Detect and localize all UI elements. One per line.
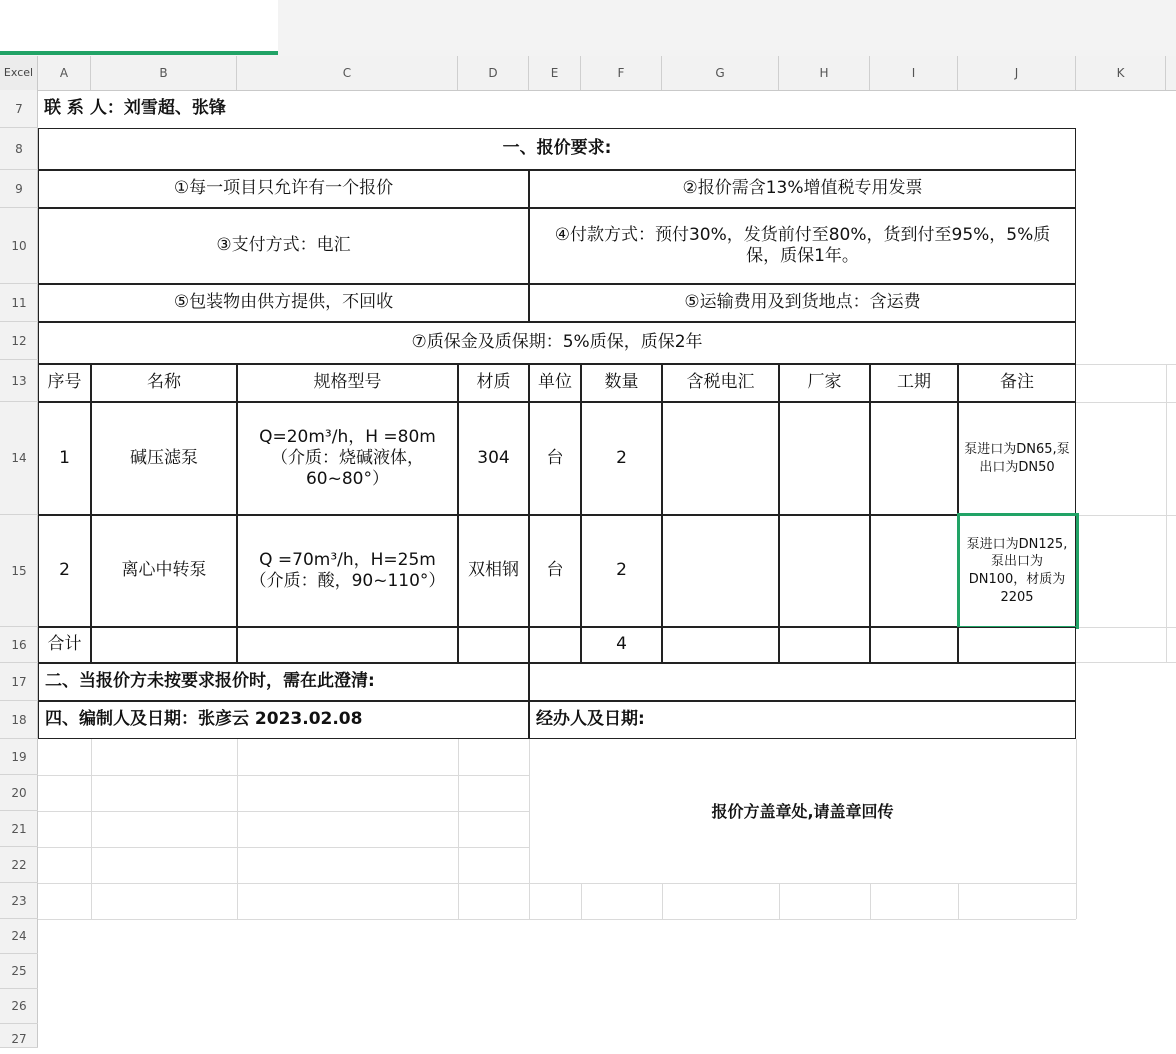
item-price[interactable] xyxy=(662,515,779,627)
column-header-bar xyxy=(0,56,1176,91)
item-unit[interactable]: 台 xyxy=(529,402,581,515)
column-header-j[interactable]: J xyxy=(958,56,1076,90)
column-header-d[interactable]: D xyxy=(458,56,529,90)
item-no[interactable]: 1 xyxy=(38,402,91,515)
row-header[interactable]: 16 xyxy=(0,627,38,663)
requirement-2[interactable]: ②报价需含13%增值税专用发票 xyxy=(529,170,1076,208)
column-header-f[interactable]: F xyxy=(581,56,662,90)
header-cell[interactable]: 备注 xyxy=(958,364,1076,402)
row-header[interactable]: 10 xyxy=(0,208,38,284)
item-period[interactable] xyxy=(870,402,958,515)
section1-title[interactable]: 一、报价要求: xyxy=(38,128,1076,170)
requirement-4[interactable]: ④付款方式：预付30%，发货前付至80%，货到付至95%，5%质保，质保1年。 xyxy=(529,208,1076,284)
row-header[interactable]: 24 xyxy=(0,919,38,954)
item-note[interactable]: 泵进口为DN125,泵出口为DN100，材质为2205 xyxy=(958,515,1076,627)
item-no[interactable]: 2 xyxy=(38,515,91,627)
requirement-1[interactable]: ①每一项目只允许有一个报价 xyxy=(38,170,529,208)
column-header-h[interactable]: H xyxy=(779,56,870,90)
empty-cell[interactable] xyxy=(529,627,581,663)
row-header[interactable]: 27 xyxy=(0,1024,38,1048)
item-name[interactable]: 碱压滤泵 xyxy=(91,402,237,515)
requirement-6[interactable]: ⑤运输费用及到货地点：含运费 xyxy=(529,284,1076,322)
select-all-corner[interactable]: Excel xyxy=(0,56,38,90)
row-header[interactable]: 18 xyxy=(0,701,38,739)
row-header[interactable]: 8 xyxy=(0,128,38,170)
header-cell[interactable]: 数量 xyxy=(581,364,662,402)
column-header-a[interactable]: A xyxy=(38,56,91,90)
row-header[interactable]: 12 xyxy=(0,322,38,360)
total-qty[interactable]: 4 xyxy=(581,627,662,663)
row-header[interactable]: 17 xyxy=(0,663,38,701)
empty-cell[interactable] xyxy=(458,627,529,663)
row-header[interactable]: 19 xyxy=(0,739,38,775)
clarify-value-cell[interactable] xyxy=(529,663,1076,701)
item-period[interactable] xyxy=(870,515,958,627)
row-header[interactable]: 25 xyxy=(0,954,38,989)
header-cell[interactable]: 厂家 xyxy=(779,364,870,402)
row-header[interactable]: 14 xyxy=(0,402,38,515)
column-header-i[interactable]: I xyxy=(870,56,958,90)
item-unit[interactable]: 台 xyxy=(529,515,581,627)
header-cell[interactable]: 含税电汇 xyxy=(662,364,779,402)
column-header-k[interactable]: K xyxy=(1076,56,1166,90)
empty-cell[interactable] xyxy=(91,627,237,663)
header-cell[interactable]: 工期 xyxy=(870,364,958,402)
handler-cell[interactable]: 经办人及日期: xyxy=(529,701,1076,739)
row-header-bar xyxy=(0,90,38,1048)
row-header[interactable]: 23 xyxy=(0,883,38,919)
item-maker[interactable] xyxy=(779,515,870,627)
active-tab-indicator xyxy=(0,51,278,55)
sheet-tab[interactable] xyxy=(0,0,278,52)
row-header[interactable]: 20 xyxy=(0,775,38,811)
contact-cell[interactable]: 联 系 人：刘雪超、张锋 xyxy=(44,98,226,119)
row-header[interactable]: 21 xyxy=(0,811,38,847)
column-header-b[interactable]: B xyxy=(91,56,237,90)
empty-cell[interactable] xyxy=(779,627,870,663)
item-qty[interactable]: 2 xyxy=(581,515,662,627)
row-header[interactable]: 13 xyxy=(0,360,38,402)
item-material[interactable]: 304 xyxy=(458,402,529,515)
header-cell[interactable]: 名称 xyxy=(91,364,237,402)
row-header[interactable]: 9 xyxy=(0,170,38,208)
row-header[interactable]: 15 xyxy=(0,515,38,627)
header-cell[interactable]: 材质 xyxy=(458,364,529,402)
item-spec[interactable]: Q=20m³/h，H =80m（介质：烧碱液体，60~80°） xyxy=(237,402,458,515)
empty-cell[interactable] xyxy=(237,627,458,663)
requirement-7[interactable]: ⑦质保金及质保期：5%质保，质保2年 xyxy=(38,322,1076,364)
clarify-cell[interactable]: 二、当报价方未按要求报价时，需在此澄清: xyxy=(38,663,529,701)
item-spec[interactable]: Q =70m³/h，H=25m（介质：酸，90~110°） xyxy=(237,515,458,627)
header-cell[interactable]: 单位 xyxy=(529,364,581,402)
header-cell[interactable]: 规格型号 xyxy=(237,364,458,402)
empty-cell[interactable] xyxy=(870,627,958,663)
row-header[interactable]: 7 xyxy=(0,90,38,128)
item-qty[interactable]: 2 xyxy=(581,402,662,515)
stamp-area[interactable]: 报价方盖章处,请盖章回传 xyxy=(711,801,894,821)
item-name[interactable]: 离心中转泵 xyxy=(91,515,237,627)
total-label[interactable]: 合计 xyxy=(38,627,91,663)
compiler-cell[interactable]: 四、编制人及日期：张彦云 2023.02.08 xyxy=(38,701,529,739)
header-cell[interactable]: 序号 xyxy=(38,364,91,402)
item-material[interactable]: 双相钢 xyxy=(458,515,529,627)
requirement-3[interactable]: ③支付方式：电汇 xyxy=(38,208,529,284)
item-note[interactable]: 泵进口为DN65,泵出口为DN50 xyxy=(958,402,1076,515)
requirement-5[interactable]: ⑤包装物由供方提供，不回收 xyxy=(38,284,529,322)
row-header[interactable]: 11 xyxy=(0,284,38,322)
empty-cell[interactable] xyxy=(662,627,779,663)
item-price[interactable] xyxy=(662,402,779,515)
column-header-e[interactable]: E xyxy=(529,56,581,90)
empty-cell[interactable] xyxy=(958,627,1076,663)
column-header-c[interactable]: C xyxy=(237,56,458,90)
item-maker[interactable] xyxy=(779,402,870,515)
row-header[interactable]: 26 xyxy=(0,989,38,1024)
column-header-g[interactable]: G xyxy=(662,56,779,90)
row-header[interactable]: 22 xyxy=(0,847,38,883)
